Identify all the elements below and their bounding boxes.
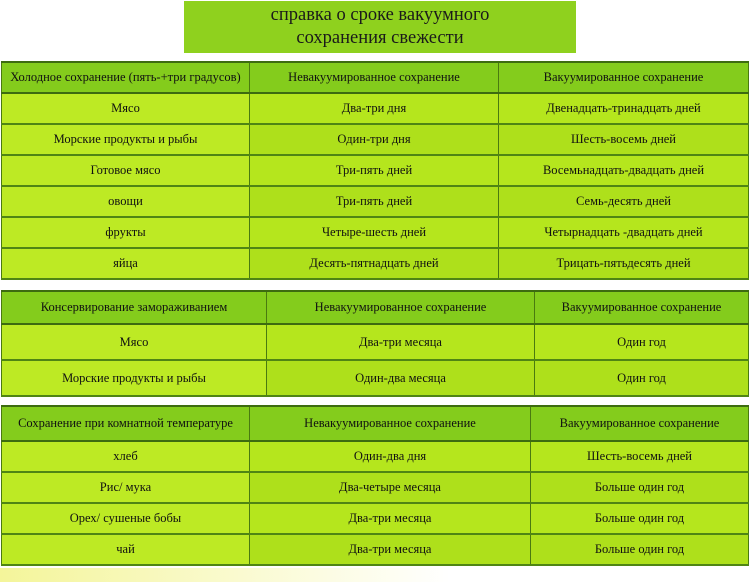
vacuum-cell: Один год xyxy=(535,360,749,396)
column-header: Холодное сохранение (пять-+три градусов) xyxy=(2,62,250,93)
table-row xyxy=(2,93,749,124)
room-temperature-storage-table xyxy=(1,405,749,566)
bottom-strip xyxy=(0,568,750,582)
vacuum-cell: Больше один год xyxy=(531,534,749,565)
non-vacuum-cell: Два-три месяца xyxy=(250,503,531,534)
vacuum-cell: Больше один год xyxy=(531,472,749,503)
freezing-storage-table xyxy=(1,290,749,397)
table-row xyxy=(2,534,749,565)
column-header: Невакуумированное сохранение xyxy=(250,406,531,441)
table-row xyxy=(2,472,749,503)
non-vacuum-cell: Три-пять дней xyxy=(250,155,499,186)
table-row xyxy=(2,248,749,279)
column-header: Вакуумированное сохранение xyxy=(535,291,749,324)
non-vacuum-cell: Два-три месяца xyxy=(267,324,535,360)
table-row xyxy=(2,324,749,360)
title-line-1: справка о сроке вакуумного xyxy=(270,5,490,25)
column-header: Консервирование замораживанием xyxy=(2,291,267,324)
non-vacuum-cell: Три-пять дней xyxy=(250,186,499,217)
column-header: Вакуумированное сохранение xyxy=(499,62,749,93)
product-cell: яйца xyxy=(2,248,250,279)
vacuum-cell: Один год xyxy=(535,324,749,360)
product-cell: Орех/ сушеные бобы xyxy=(2,503,250,534)
column-header: Невакуумированное сохранение xyxy=(267,291,535,324)
table-row xyxy=(2,503,749,534)
title-line-2: сохранения свежести xyxy=(296,28,464,48)
table-header-row xyxy=(2,62,749,93)
vacuum-cell: Восемьнадцать-двадцать дней xyxy=(499,155,749,186)
non-vacuum-cell: Два-три дня xyxy=(250,93,499,124)
product-cell: овощи xyxy=(2,186,250,217)
vacuum-cell: Двенадцать-тринадцать дней xyxy=(499,93,749,124)
product-cell: чай xyxy=(2,534,250,565)
column-header: Сохранение при комнатной температуре xyxy=(2,406,250,441)
column-header: Невакуумированное сохранение xyxy=(250,62,499,93)
cold-storage-table xyxy=(1,61,749,280)
table-row xyxy=(2,155,749,186)
vacuum-cell: Больше один год xyxy=(531,503,749,534)
product-cell: Мясо xyxy=(2,324,267,360)
product-cell: Морские продукты и рыбы xyxy=(2,360,267,396)
product-cell: фрукты xyxy=(2,217,250,248)
table-row xyxy=(2,441,749,472)
vacuum-cell: Четырнадцать -двадцать дней xyxy=(499,217,749,248)
product-cell: хлеб xyxy=(2,441,250,472)
non-vacuum-cell: Два-четыре месяца xyxy=(250,472,531,503)
vacuum-cell: Шесть-восемь дней xyxy=(531,441,749,472)
vacuum-cell: Трицать-пятьдесять дней xyxy=(499,248,749,279)
non-vacuum-cell: Четыре-шесть дней xyxy=(250,217,499,248)
table-row xyxy=(2,360,749,396)
table-header-row xyxy=(2,406,749,441)
product-cell: Морские продукты и рыбы xyxy=(2,124,250,155)
product-cell: Мясо xyxy=(2,93,250,124)
table-row xyxy=(2,217,749,248)
column-header: Вакуумированное сохранение xyxy=(531,406,749,441)
table-header-row xyxy=(2,291,749,324)
non-vacuum-cell: Один-два месяца xyxy=(267,360,535,396)
table-row xyxy=(2,124,749,155)
non-vacuum-cell: Два-три месяца xyxy=(250,534,531,565)
product-cell: Рис/ мука xyxy=(2,472,250,503)
product-cell: Готовое мясо xyxy=(2,155,250,186)
non-vacuum-cell: Один-три дня xyxy=(250,124,499,155)
non-vacuum-cell: Десять-пятнадцать дней xyxy=(250,248,499,279)
table-row xyxy=(2,186,749,217)
non-vacuum-cell: Один-два дня xyxy=(250,441,531,472)
page-title xyxy=(184,1,576,53)
vacuum-cell: Семь-десять дней xyxy=(499,186,749,217)
vacuum-cell: Шесть-восемь дней xyxy=(499,124,749,155)
